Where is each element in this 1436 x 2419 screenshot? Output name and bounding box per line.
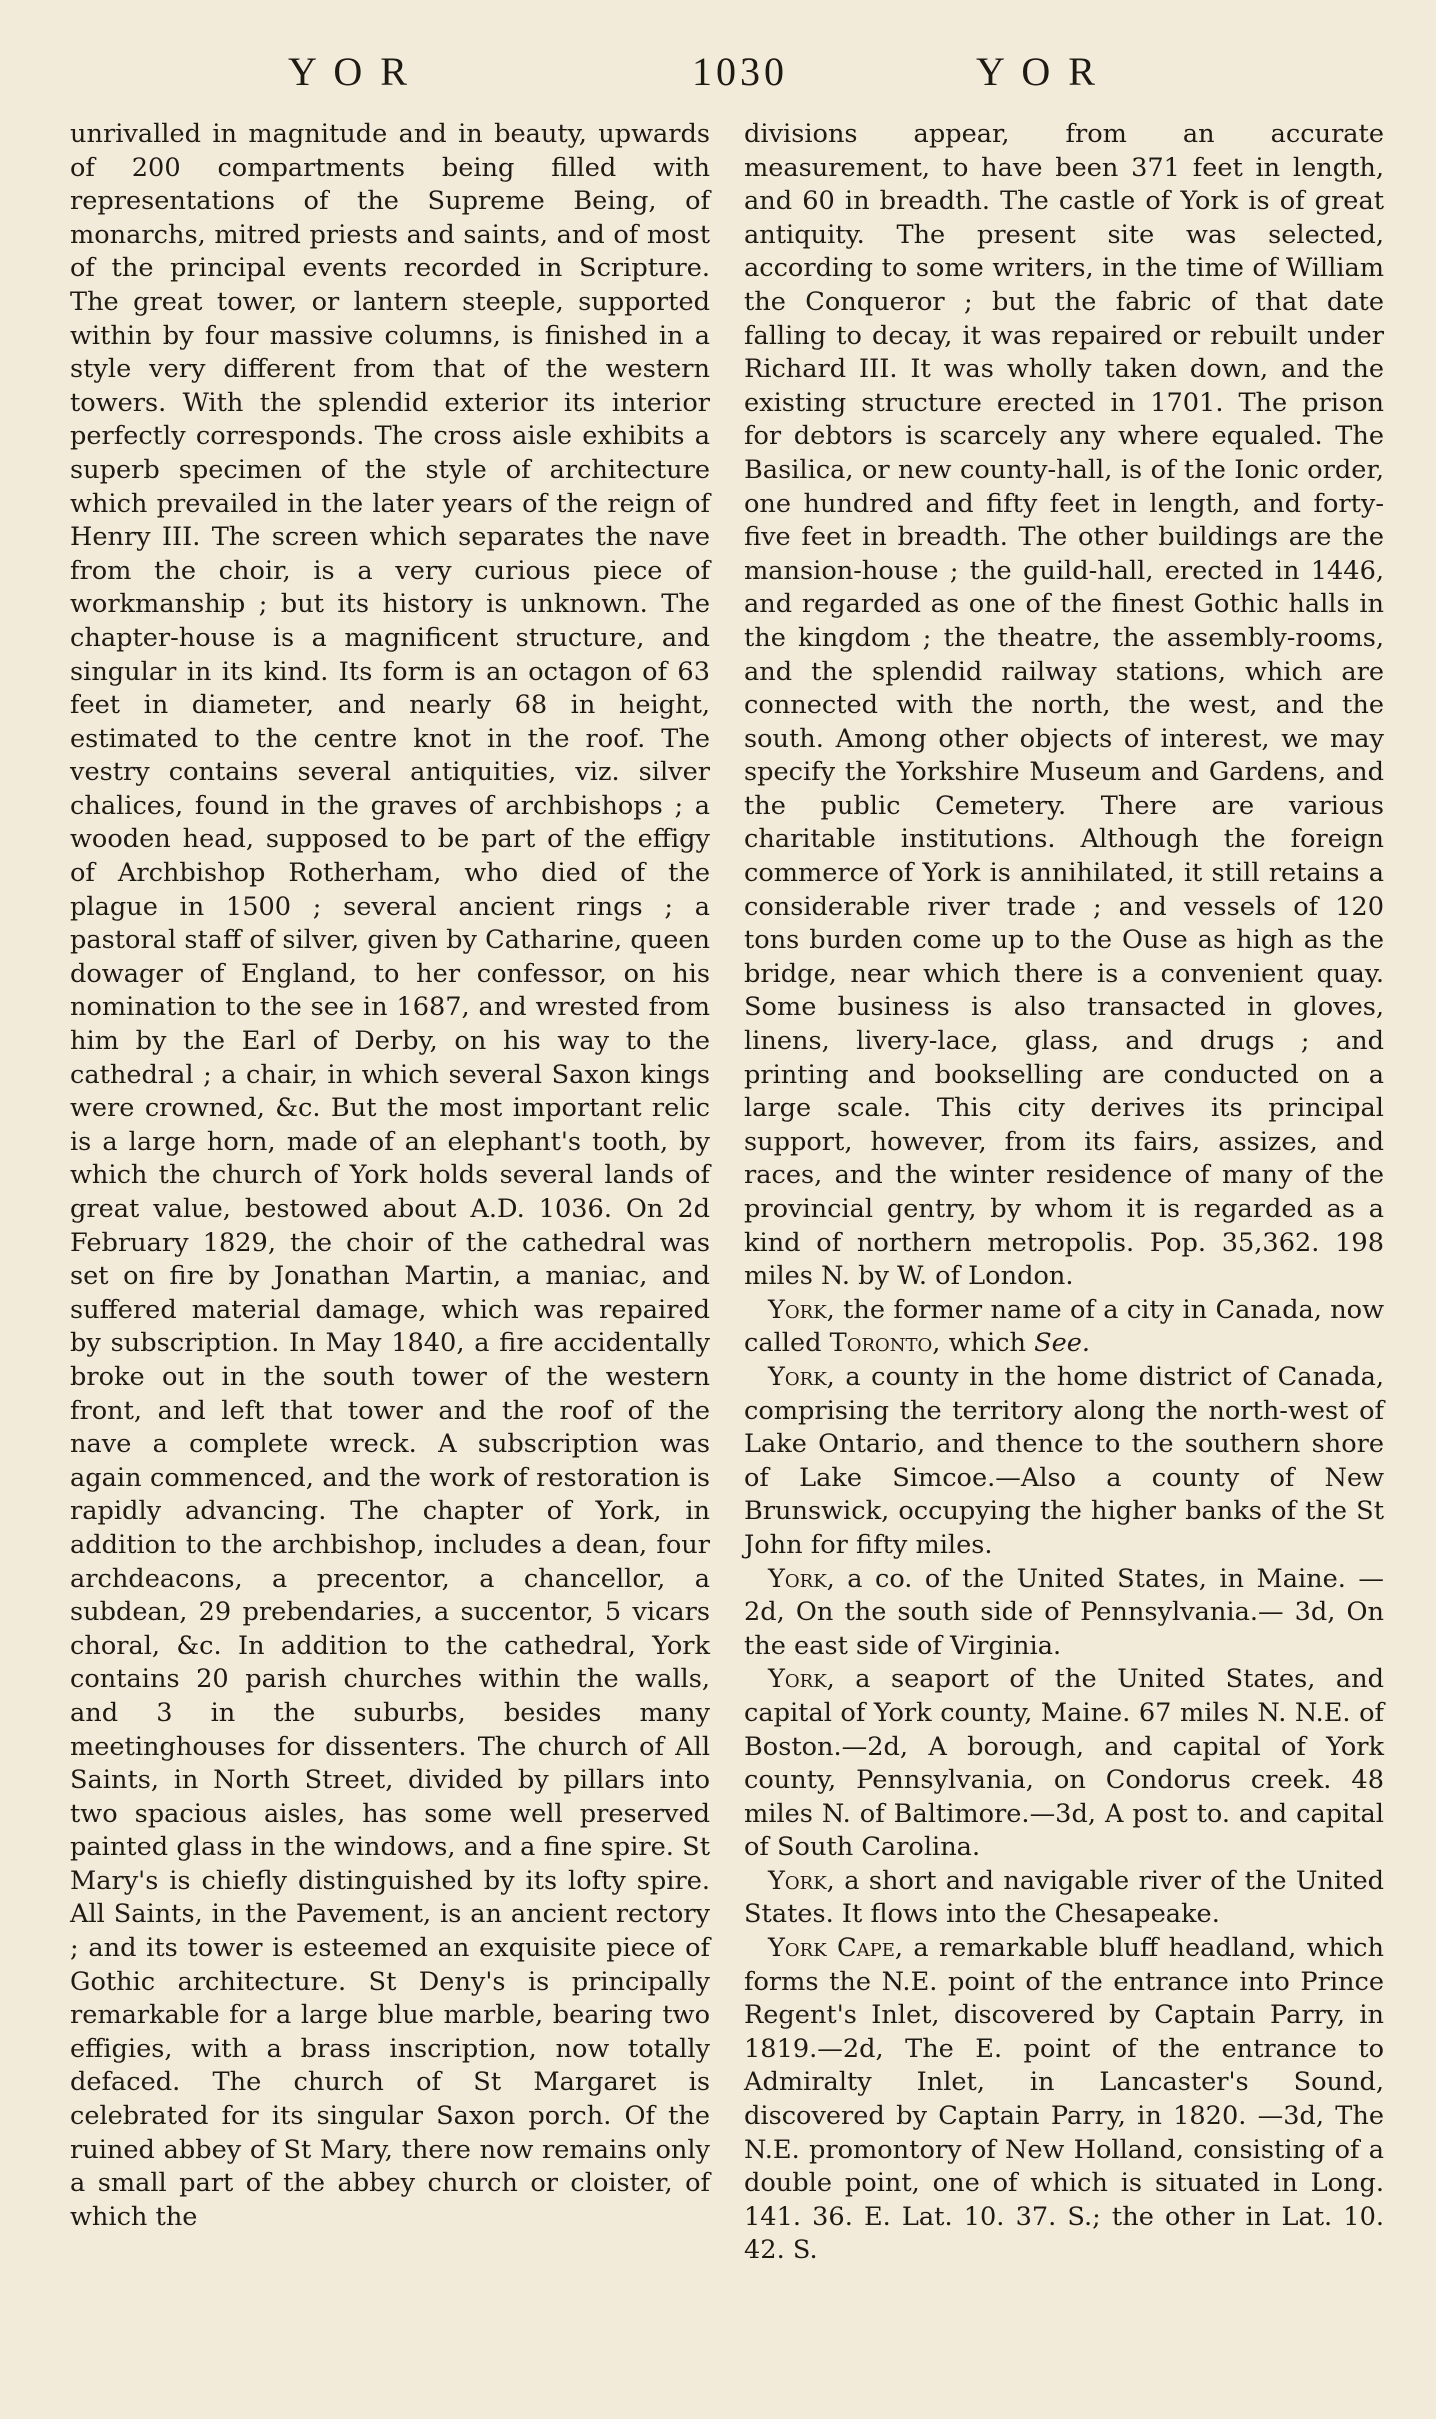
entry-headword: York bbox=[768, 1664, 827, 1695]
header-right-word: Y O R bbox=[976, 49, 1099, 94]
entry-text: , a co. of the United States, in Maine. —2d, On the south side of Pennsylvania.— 3d, On the east side of Virginia. bbox=[744, 1563, 1384, 1661]
see-reference: See. bbox=[1034, 1328, 1091, 1359]
entry-york-canada bbox=[744, 1294, 1384, 1361]
entry-headword: York bbox=[768, 1563, 827, 1594]
york-city-continuation: divisions appear, from an accurate measurement, to have been 371 feet in length, and 60 in breadth. The castle of York is of great antiquity. The present site was selected, according to some writers, in the time of William the Conqueror ; but the fabric of that date falling to decay, it was repaired or rebuilt under Richard III. It was wholly taken down, and the existing structure erected in 1701. The prison for debtors is scarcely any where equaled. The Basilica, or new county-hall, is of the Ionic order, one hundred and fifty feet in length, and forty-five feet in breadth. The other buildings are the mansion-house ; the guild-hall, erected in 1446, and regarded as one of the finest Gothic halls in the kingdom ; the theatre, the assembly-rooms, and the splendid railway stations, which are connected with the north, the west, and the south. Among other objects of interest, we may specify the Yorkshire Museum and Gardens, and the public Cemetery. There are various charitable institutions. Although the foreign commerce of York is annihilated, it still retains a considerable river trade ; and vessels of 120 tons burden come up to the Ouse as high as the bridge, near which there is a convenient quay. Some business is also transacted in gloves, linens, livery-lace, glass, and drugs ; and printing and bookselling are conducted on a large scale. This city derives its principal support, however, from its fairs, assizes, and races, and the winter residence of many of the provincial gentry, by whom it is regarded as a kind of northern metropolis. Pop. 35,362. 198 miles N. by W. of London. bbox=[744, 119, 1384, 1292]
column-divider bbox=[724, 118, 725, 2388]
entry-york-county-canada bbox=[744, 1361, 1384, 1563]
entry-york-cape bbox=[744, 1932, 1384, 2268]
entry-headword: York bbox=[768, 1294, 827, 1325]
right-column bbox=[744, 118, 1384, 2268]
entry-headword: York bbox=[768, 1865, 827, 1896]
entry-york-river bbox=[744, 1865, 1384, 1932]
entry-headword: York bbox=[768, 1361, 827, 1392]
entry-text: , a short and navigable river of the United States. It flows into the Chesapeake. bbox=[744, 1865, 1384, 1930]
left-column bbox=[70, 118, 710, 2234]
entry-york-seaport bbox=[744, 1663, 1384, 1865]
entry-text-after-ref: , which bbox=[932, 1328, 1035, 1359]
entry-text: , the former name of a city in Canada, now called bbox=[744, 1294, 1384, 1359]
entry-text: , a seaport of the United States, and capital of York county, Maine. 67 miles N. N.E. of Boston.—2d, A borough, and capital of York county, Pennsylvania, on Condorus creek. 48 miles N. of Baltimore.—3d, A post to. and capital of South Carolina. bbox=[744, 1664, 1384, 1863]
header-left-word: Y O R bbox=[288, 49, 411, 94]
running-header bbox=[70, 48, 1170, 108]
entry-text: , a remarkable bluff headland, which forms the N.E. point of the entrance into Prince Regent's Inlet, discovered by Captain Parry, in 1819.—2d, The E. point of the entrance to Admiralty Inlet, in Lancaster's Sound, discovered by Captain Parry, in 1820. —3d, The N.E. promontory of New Holland, consisting of a double point, one of which is situated in Long. 141. 36. E. Lat. 10. 37. S.; the other in Lat. 10. 42. S. bbox=[744, 1933, 1384, 2266]
entry-text: , a county in the home district of Canada, comprising the territory along the north-west of Lake Ontario, and thence to the southern shore of Lake Simcoe.—Also a county of New Brunswick, occupying the higher banks of the St John for fifty miles. bbox=[744, 1361, 1384, 1560]
cross-reference: Toronto bbox=[829, 1328, 933, 1359]
entry-york-county-us bbox=[744, 1563, 1384, 1664]
york-cathedral-paragraph: unrivalled in magnitude and in beauty, upwards of 200 compartments being filled with representations of the Supreme Being, of monarchs, mitred priests and saints, and of most of the principal events recorded in Scripture. The great tower, or lantern steeple, supported within by four massive columns, is finished in a style very different from that of the western towers. With the splendid exterior its interior perfectly corresponds. The cross aisle exhibits a superb specimen of the style of architecture which prevailed in the later years of the reign of Henry III. The screen which separates the nave from the choir, is a very curious piece of workmanship ; but its history is unknown. The chapter-house is a magnificent structure, and singular in its kind. Its form is an octagon of 63 feet in diameter, and nearly 68 in height, estimated to the centre knot in the roof. The vestry contains several antiquities, viz. silver chalices, found in the graves of archbishops ; a wooden head, supposed to be part of the effigy of Archbishop Rotherham, who died of the plague in 1500 ; several ancient rings ; a pastoral staff of silver, given by Catharine, queen dowager of England, to her confessor, on his nomination to the see in 1687, and wrested from him by the Earl of Derby, on his way to the cathedral ; a chair, in which several Saxon kings were crowned, &c. But the most important relic is a large horn, made of an elephant's tooth, by which the church of York holds several lands of great value, bestowed about A.D. 1036. On 2d February 1829, the choir of the cathedral was set on fire by Jonathan Martin, a maniac, and suffered material damage, which was repaired by subscription. In May 1840, a fire accidentally broke out in the south tower of the western front, and left that tower and the roof of the nave a complete wreck. A subscription was again commenced, and the work of restoration is rapidly advancing. The chapter of York, in addition to the archbishop, includes a dean, four archdeacons, a precentor, a chancellor, a subdean, 29 prebendaries, a succentor, 5 vicars choral, &c. In addition to the cathedral, York contains 20 parish churches within the walls, and 3 in the suburbs, besides many meetinghouses for dissenters. The church of All Saints, in North Street, divided by pillars into two spacious aisles, has some well preserved painted glass in the windows, and a fine spire. St Mary's is chiefly distinguished by its lofty spire. All Saints, in the Pavement, is an ancient rectory ; and its tower is esteemed an exquisite piece of Gothic architecture. St Deny's is principally remarkable for a large blue marble, bearing two effigies, with a brass inscription, now totally defaced. The church of St Margaret is celebrated for its singular Saxon porch. Of the ruined abbey of St Mary, there now remains only a small part of the abbey church or cloister, of which the bbox=[70, 119, 710, 2232]
entry-headword: York Cape bbox=[768, 1933, 895, 1964]
page-number: 1030 bbox=[692, 49, 788, 94]
